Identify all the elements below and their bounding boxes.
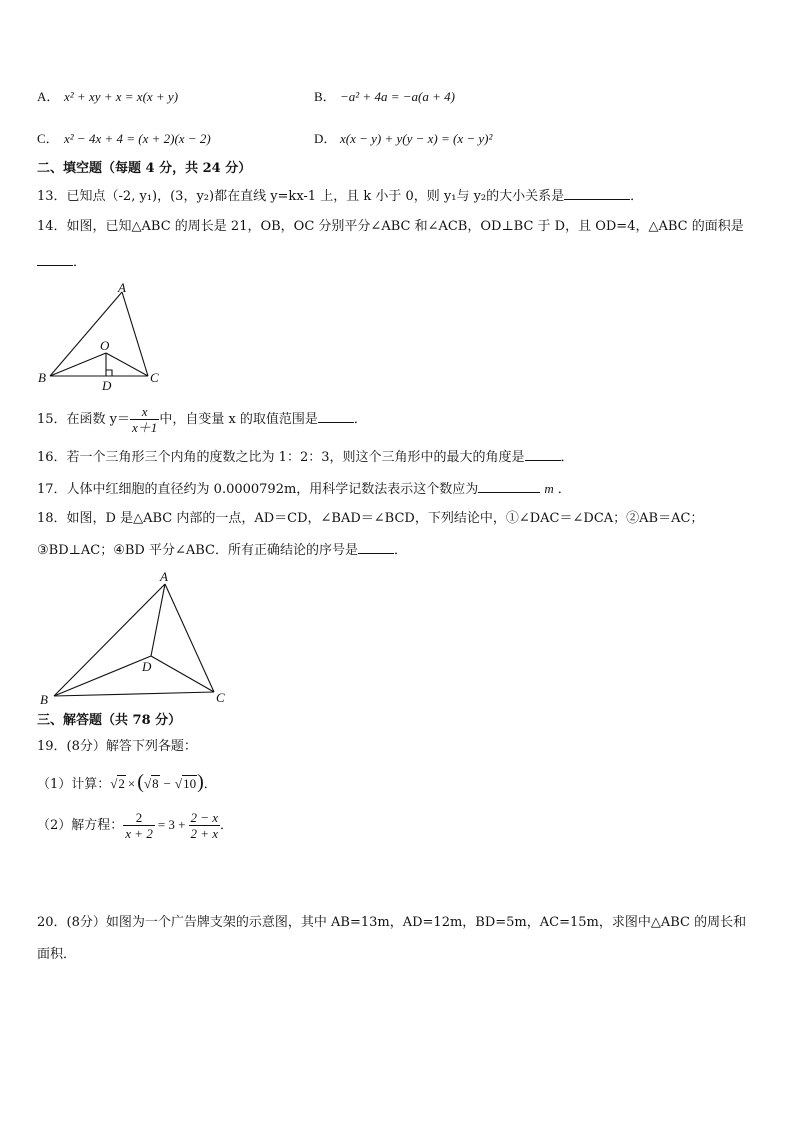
fraction-2-minus-x-over-2-plus-x (189, 810, 221, 841)
vertex-label-a: A (118, 282, 126, 295)
option-d-label: D． (314, 131, 337, 146)
question-13 (37, 186, 643, 206)
radicand-8: 8 (152, 776, 159, 791)
unit-meter: m (544, 481, 554, 496)
segment-bd (54, 656, 151, 696)
edge-ac (165, 584, 214, 692)
question-19-title: 19．(8分）解答下列各题： (37, 739, 197, 754)
fraction-numerator: x (130, 404, 159, 420)
question-19-part2 (37, 805, 233, 845)
question-13-end: ． (630, 189, 644, 204)
fraction-denominator: x＋1 (132, 420, 158, 435)
question-15 (37, 400, 367, 440)
radicand-2: 2 (118, 776, 125, 791)
paren-close: ) (197, 771, 204, 793)
paren-open: ( (137, 771, 144, 793)
figure-triangle-18 (36, 568, 236, 708)
question-15-suffix: 中，自变量 x 的取值范围是 (159, 412, 318, 427)
equals-three-plus: = 3 + (157, 817, 186, 832)
answer-blank-15[interactable] (318, 409, 354, 423)
question-16-end: ． (560, 450, 574, 465)
right-angle-mark (106, 370, 112, 376)
fraction-numerator: 2 − x (190, 810, 219, 825)
fraction-denominator: 2 + x (190, 826, 219, 841)
vertex-label-c: C (216, 690, 225, 705)
part-2-end: ． (220, 818, 234, 833)
segment-cd (151, 656, 214, 692)
question-15-prefix: 15．在函数 y＝ (37, 412, 131, 427)
fraction-x-over-x-plus-1 (130, 404, 159, 435)
option-b-expression: −a² + 4a = −a(a + 4) (340, 89, 455, 104)
question-19-part1 (37, 770, 217, 797)
fraction-denominator: x + 2 (125, 826, 153, 841)
option-d-expression: x(x − y) + y(y − x) = (x − y)² (340, 131, 493, 146)
point-label-o: O (100, 338, 110, 353)
sqrt-8: √8 (143, 776, 159, 791)
segment-ob (50, 353, 106, 376)
question-14-end: ． (73, 255, 87, 270)
answer-blank-14[interactable] (37, 252, 73, 266)
fraction-2-over-x-plus-2 (123, 810, 155, 841)
edge-ab (54, 584, 165, 696)
question-13-text: 13．已知点（-2, y₁)，(3，y₂)都在直线 y=kx-1 上，且 k 小于 0，则 y₁与 y₂的大小关系是 (37, 189, 565, 204)
vertex-label-b: B (40, 692, 48, 707)
part-1-label: （1）计算： (37, 777, 111, 792)
question-20-line1: 20．(8分）如图为一个广告牌支架的示意图，其中 AB=13m，AD=12m，BD=5m，AC=15m，求图中△ABC 的周长和 (37, 915, 747, 930)
answer-blank-16[interactable] (525, 447, 561, 461)
edge-bc (54, 692, 214, 696)
question-15-end: ． (353, 412, 367, 427)
section-answer-title: 三、解答题（共 78 分） (37, 713, 182, 728)
question-17-text: 17．人体中红细胞的直径约为 0.0000792m，用科学记数法表示这个数应为 (37, 482, 479, 497)
option-a-expression: x² + xy + x = x(x + y) (64, 89, 179, 104)
option-c-expression: x² − 4x + 4 = (x + 2)(x − 2) (64, 131, 211, 146)
answer-blank-18[interactable] (358, 540, 394, 554)
sqrt-2: √2 (110, 776, 125, 791)
question-18-line1: 18．如图，D 是△ABC 内部的一点，AD＝CD，∠BAD＝∠BCD，下列结论中，①∠DAC＝∠DCA；②AB＝AC； (37, 511, 704, 526)
option-c-label: C． (37, 131, 59, 146)
section-fill-blank-title: 二、填空题（每题 4 分，共 24 分） (37, 161, 252, 176)
vertex-label-a: A (160, 569, 168, 584)
question-16-text: 16．若一个三角形三个内角的度数之比为 1：2：3，则这个三角形中的最大的角度是 (37, 450, 525, 465)
minus-sign: − (163, 776, 171, 791)
times-sign: × (127, 776, 136, 791)
part-1-end: ． (203, 777, 217, 792)
question-17-end: ． (557, 482, 571, 497)
vertex-label-b: B (38, 370, 46, 385)
point-label-d: D (142, 659, 152, 674)
question-18-line2 (37, 540, 407, 560)
part-2-label: （2）解方程： (37, 818, 124, 833)
question-18-line2-text: ③BD⊥AC；④BD 平分∠ABC．所有正确结论的序号是 (37, 543, 358, 558)
option-b-label: B． (314, 89, 336, 104)
question-17 (37, 479, 571, 499)
option-a-label: A． (37, 89, 60, 104)
figure-triangle-14 (36, 282, 176, 392)
sqrt-10: √10 (174, 776, 197, 791)
question-14-text: 14．如图，已知△ABC 的周长是 21，OB，OC 分别平分∠ABC 和∠ACB，OD⊥BC 于 D，且 OD=4，△ABC 的面积是 (37, 219, 744, 234)
vertex-label-c: C (150, 370, 159, 385)
answer-blank-17[interactable] (478, 479, 540, 493)
radicand-10: 10 (183, 776, 197, 791)
fraction-numerator: 2 (123, 810, 155, 826)
question-16 (37, 447, 574, 467)
question-18-end: ． (393, 543, 407, 558)
point-label-d: D (102, 378, 112, 392)
segment-ad (151, 584, 165, 656)
answer-blank-13[interactable] (564, 186, 630, 200)
question-20-line2: 面积． (37, 947, 77, 962)
question-14-line2 (37, 252, 86, 272)
edge-ab (50, 292, 122, 376)
